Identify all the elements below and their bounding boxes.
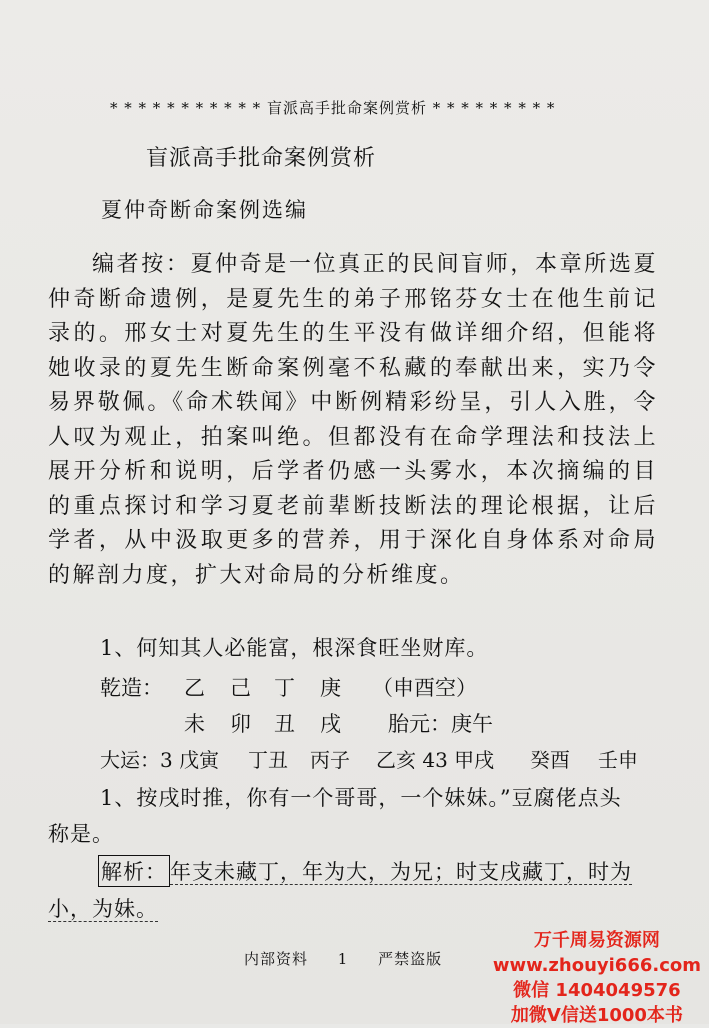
analysis-text: 年支未藏丁，年为大，为兄；时支戌藏丁，时为 — [170, 860, 632, 884]
dayun-item: 乙亥 43 甲戌 — [376, 748, 495, 772]
page-number: 1 — [337, 950, 349, 968]
chart-label: 乾造： — [100, 676, 163, 700]
footer-internal-label: 内部资料 — [244, 950, 309, 968]
chart-branch: 未 — [184, 712, 205, 736]
watermark-line: www.zhouyi666.com — [492, 955, 701, 976]
chart-stem: 乙 — [184, 676, 205, 700]
page-header: * * * * * * * * * * * 盲派高手批命案例赏析 * * * * * * * * * — [110, 99, 556, 117]
section-subtitle: 夏仲奇断命案例选编 — [101, 198, 308, 222]
dayun-item: 壬申 — [598, 748, 638, 772]
case-title: 1、何知其人必能富，根深食旺坐财库。 — [100, 636, 489, 660]
dayun-item: 丁丑 — [248, 748, 288, 772]
footer-copyright-label: 严禁盗版 — [378, 950, 443, 968]
chart-stem: 己 — [230, 676, 251, 700]
analysis-line1 — [98, 855, 658, 887]
analysis-label: 解析： — [98, 855, 170, 887]
dayun-item: 癸酉 — [530, 748, 570, 772]
case-note-line2: 称是。 — [48, 822, 114, 846]
chart-stem: 丁 — [274, 676, 295, 700]
dayun-item: 丙子 — [310, 748, 350, 772]
watermark-line: 加微V信送1000本书 — [510, 1005, 683, 1026]
document-title: 盲派高手批命案例赏析 — [146, 146, 377, 171]
page-footer — [244, 948, 466, 969]
editor-note-paragraph: 编者按：夏仲奇是一位真正的民间盲师，本章所选夏仲奇断命遗例，是夏先生的弟子邢铭芬女士在他生前记录的。邢女士对夏先生的生平没有做详细介绍，但能将她收录的夏先生断命案例毫不私藏的奉献出来，实乃令易界敬佩。《命术轶闻》中断例精彩纷呈，引人入胜，令人叹为观止，拍案叫绝。但都没有在命学理法和技法上展开分析和说明，后学者仍感一头雾水，本次摘编的目的重点探讨和学习夏老前辈断技断法的理论根据，让后学者，从中汲取更多的营养，用于深化自身体系对命局的解剖力度，扩大对命局的分析维度。 — [48, 252, 658, 588]
analysis-line2 — [48, 893, 158, 923]
watermark-line: 微信 1404049576 — [513, 980, 681, 1001]
chart-stem: 庚 — [320, 676, 341, 700]
chart-branch: 卯 — [230, 712, 251, 736]
case-note-line1: 1、按戌时推，你有一个哥哥，一个妹妹。”豆腐佬点头 — [100, 786, 622, 810]
chart-branch: 戌 — [320, 712, 341, 736]
kong-note: （申酉空） — [372, 676, 477, 700]
chart-branch: 丑 — [274, 712, 295, 736]
dayun-label: 大运： — [100, 748, 160, 772]
dayun-item: 3 戊寅 — [160, 748, 220, 772]
taiyuan: 胎元：庚午 — [388, 712, 493, 736]
analysis-text-cont: 小，为妹。 — [48, 897, 158, 921]
watermark-stamp — [493, 928, 701, 1028]
watermark-line: 万千周易资源网 — [533, 930, 660, 951]
